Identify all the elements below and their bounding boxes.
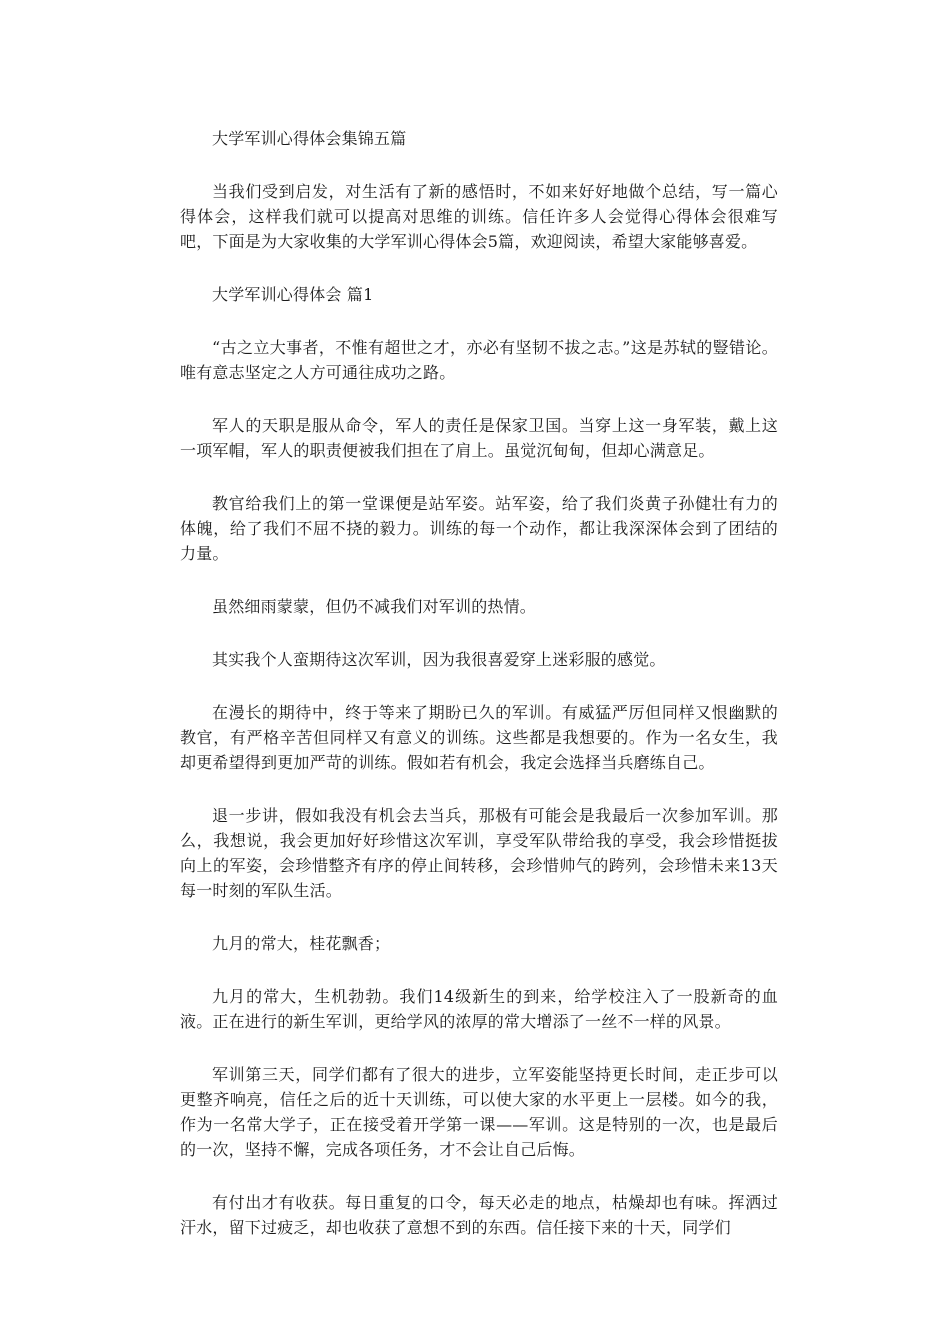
body-paragraph: 在漫长的期待中，终于等来了期盼已久的军训。有威猛严厉但同样又恨幽默的教官，有严格辛苦但同样又有意义的训练。这些都是我想要的。作为一名女生，我却更希望得到更加严苛的训练。假如若有机会，我定会选择当兵磨练自己。 — [180, 703, 778, 772]
body-paragraph: 九月的常大，桂花飘香； — [212, 934, 391, 953]
body-paragraph: 九月的常大，生机勃勃。我们14级新生的到来，给学校注入了一股新奇的血液。正在进行的新生军训，更给学风的浓厚的常大增添了一丝不一样的风景。 — [180, 987, 778, 1031]
body-paragraph: 虽然细雨蒙蒙，但仍不减我们对军训的热情。 — [212, 597, 537, 616]
body-paragraph: 军训第三天，同学们都有了很大的进步，立军姿能坚持更长时间，走正步可以更整齐响亮，信任之后的近十天训练，可以使大家的水平更上一层楼。如今的我，作为一名常大学子，正在接受着开学第一课——军训。这是特别的一次，也是最后的一次，坚持不懈，完成各项任务，才不会让自己后悔。 — [180, 1065, 778, 1159]
section-heading: 大学军训心得体会 篇1 — [212, 285, 374, 304]
document-title: 大学军训心得体会集锦五篇 — [212, 129, 407, 148]
body-paragraph: 退一步讲，假如我没有机会去当兵，那极有可能会是我最后一次参加军训。那么，我想说，我会更加好好珍惜这次军训，享受军队带给我的享受，我会珍惜挺拔向上的军姿，会珍惜整齐有序的停止间转移，会珍惜帅气的跨列，会珍惜未来13天每一时刻的军队生活。 — [180, 806, 778, 900]
body-paragraph: 军人的天职是服从命令，军人的责任是保家卫国。当穿上这一身军装，戴上这一项军帽，军人的职责便被我们担在了肩上。虽觉沉甸甸，但却心满意足。 — [180, 416, 778, 460]
document-body — [180, 126, 778, 1268]
body-paragraph: 有付出才有收获。每日重复的口令，每天必走的地点，枯燥却也有味。挥洒过汗水，留下过疲乏，却也收获了意想不到的东西。信任接下来的十天，同学们 — [180, 1193, 778, 1237]
intro-paragraph: 当我们受到启发，对生活有了新的感悟时，不如来好好地做个总结，写一篇心得体会，这样我们就可以提高对思维的训练。信任许多人会觉得心得体会很难写吧，下面是为大家收集的大学军训心得体会5篇，欢迎阅读，希望大家能够喜爱。 — [180, 182, 778, 251]
body-paragraph: 教官给我们上的第一堂课便是站军姿。站军姿，给了我们炎黄子孙健壮有力的体魄，给了我们不屈不挠的毅力。训练的每一个动作，都让我深深体会到了团结的力量。 — [180, 494, 778, 563]
body-paragraph: 其实我个人蛮期待这次军训，因为我很喜爱穿上迷彩服的感觉。 — [212, 650, 666, 669]
body-paragraph: “古之立大事者，不惟有超世之才，亦必有坚韧不拔之志。”这是苏轼的豎错论。唯有意志坚定之人方可通往成功之路。 — [180, 338, 778, 382]
